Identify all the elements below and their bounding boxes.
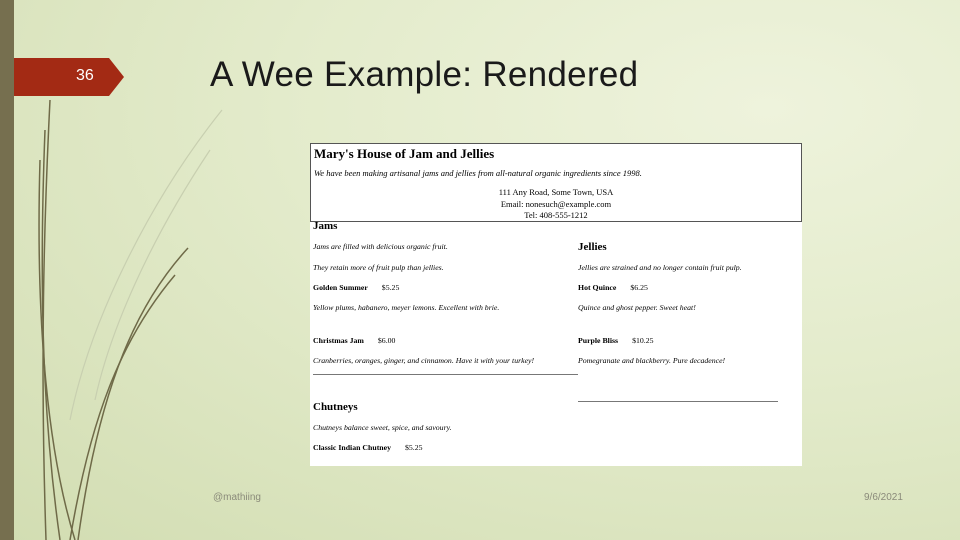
jams-desc-2: They retain more of fruit pulp than jellies.	[313, 263, 444, 272]
product-desc: Yellow plums, habanero, meyer lemons. Excellent with brie.	[313, 303, 500, 312]
jams-heading: Jams	[313, 220, 338, 232]
tel-line: Tel: 408-555-1212	[524, 210, 588, 220]
product-classic-indian-chutney	[313, 443, 423, 452]
address-line: 111 Any Road, Some Town, USA	[498, 187, 614, 197]
product-name: Christmas Jam	[313, 336, 364, 345]
footer-handle: @mathiing	[213, 492, 261, 503]
product-price: $5.25	[381, 283, 400, 292]
product-price: $10.25	[632, 336, 654, 345]
product-price: $6.25	[630, 283, 648, 292]
slide-number-badge	[14, 58, 124, 96]
slide-number: 36	[76, 67, 94, 84]
page-header	[310, 143, 802, 222]
product-price: $6.00	[377, 336, 396, 345]
chutneys-desc: Chutneys balance sweet, spice, and savoury.	[313, 423, 452, 432]
product-name: Hot Quince	[578, 283, 617, 292]
rendered-page-screenshot	[310, 143, 802, 466]
jellies-heading: Jellies	[578, 241, 607, 253]
footer-date: 9/6/2021	[864, 492, 903, 503]
product-desc: Quince and ghost pepper. Sweet heat!	[578, 303, 696, 312]
product-desc: Pomegranate and blackberry. Pure decadence!	[578, 356, 726, 365]
jellies-divider	[578, 401, 778, 402]
page-intro: We have been making artisanal jams and jellies from all-natural organic ingredients since 1998.	[314, 168, 642, 178]
product-christmas-jam	[313, 336, 395, 345]
jams-divider	[313, 374, 578, 375]
jellies-desc: Jellies are strained and no longer contain fruit pulp.	[578, 263, 742, 272]
page-heading: Mary's House of Jam and Jellies	[314, 146, 495, 161]
chutneys-heading: Chutneys	[313, 401, 358, 413]
product-golden-summer	[313, 283, 399, 292]
slide-title: A Wee Example: Rendered	[210, 55, 639, 94]
product-price: $5.25	[405, 443, 423, 452]
product-name: Purple Bliss	[578, 336, 619, 345]
email-line: Email: nonesuch@example.com	[500, 199, 612, 209]
product-name: Classic Indian Chutney	[313, 443, 391, 452]
product-hot-quince	[578, 283, 648, 292]
product-purple-bliss	[578, 336, 654, 345]
product-desc: Cranberries, oranges, ginger, and cinnamon. Have it with your turkey!	[313, 356, 535, 365]
jams-desc-1: Jams are filled with delicious organic fruit.	[313, 242, 448, 251]
product-name: Golden Summer	[313, 283, 368, 292]
badge-arrow-shape	[14, 58, 124, 96]
